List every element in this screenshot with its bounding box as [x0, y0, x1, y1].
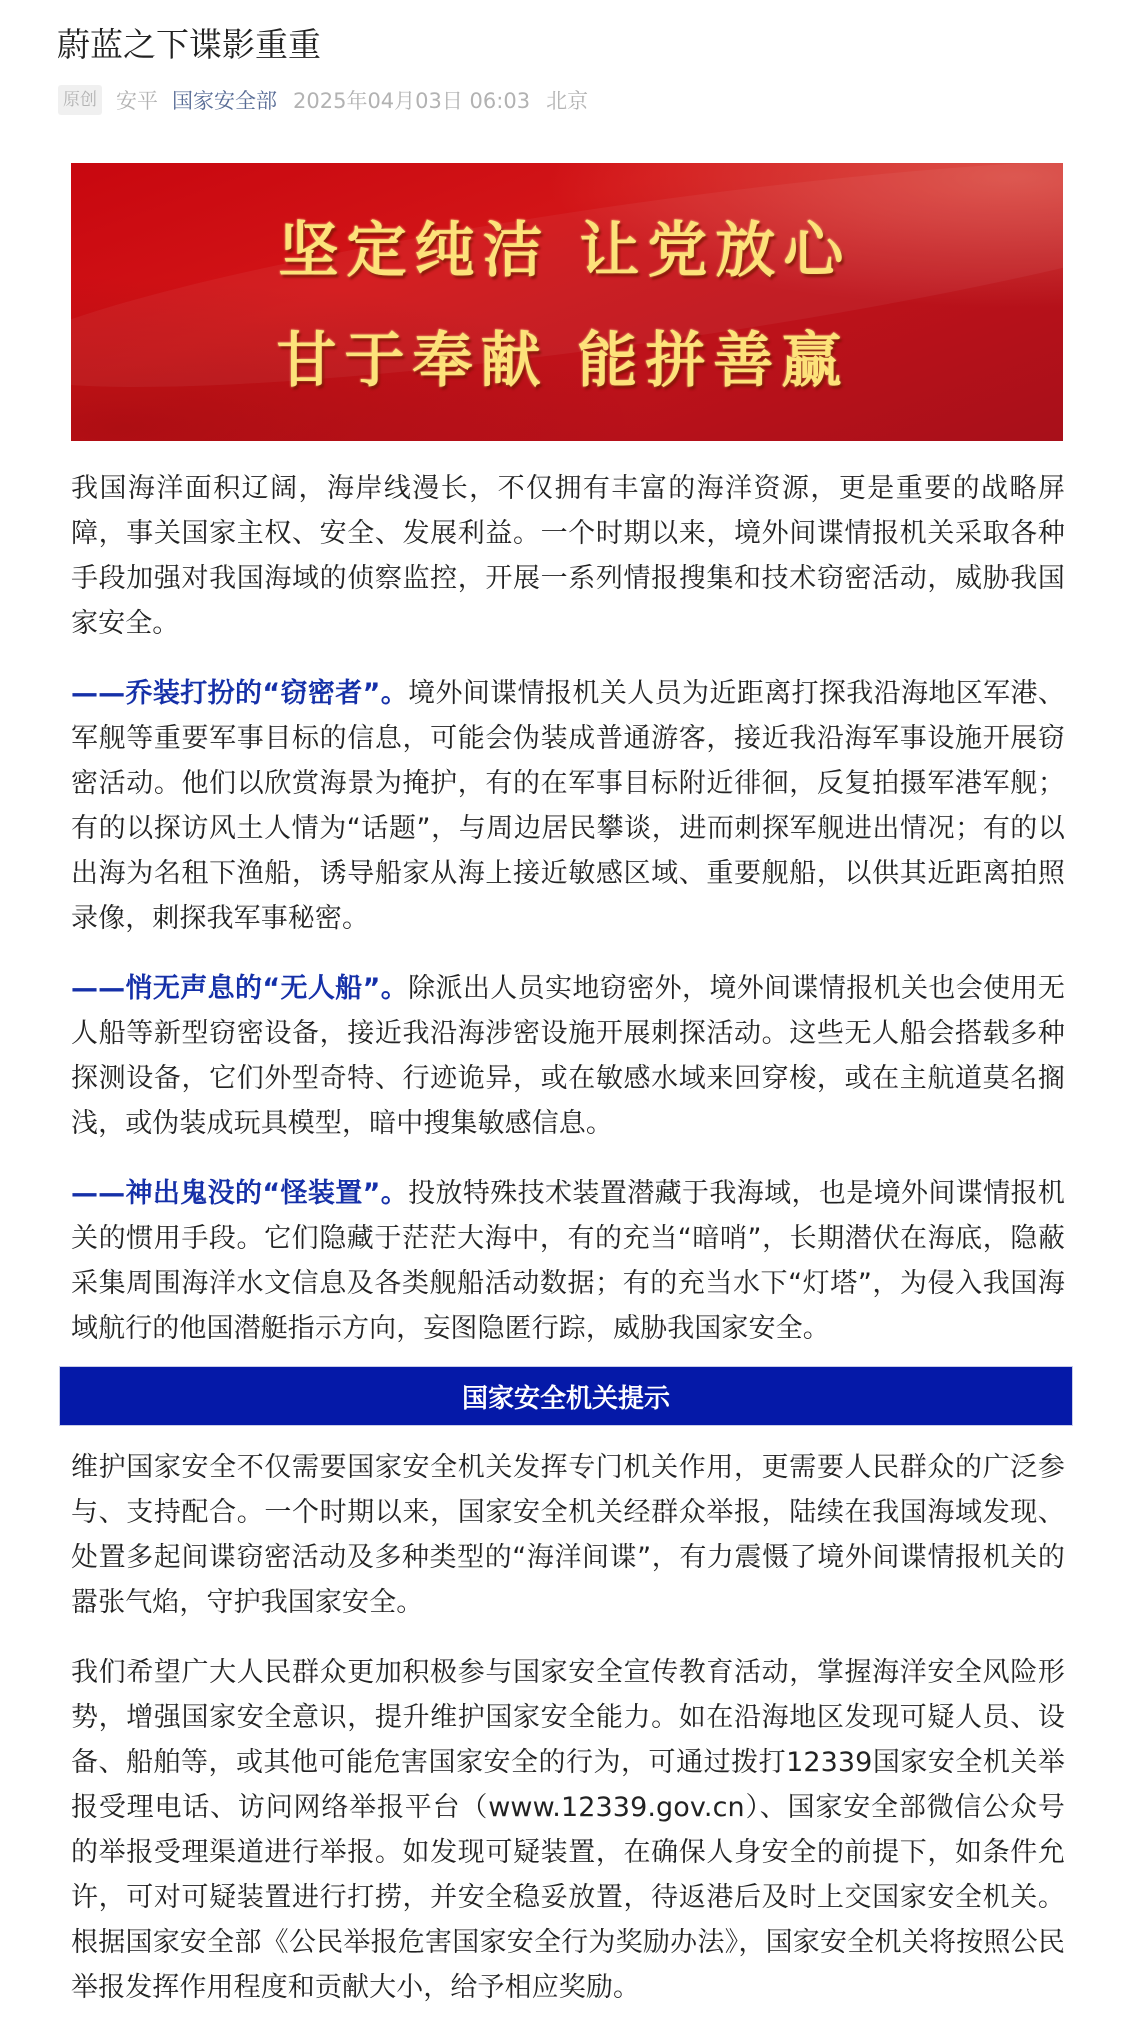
paragraph-unmanned-boats — [71, 966, 1065, 1146]
notice-paragraph — [71, 1650, 1065, 2010]
notice-heading: 国家安全机关提示 — [461, 1383, 670, 1414]
publish-location: 北京 — [546, 89, 589, 113]
paragraph-lead: ——神出鬼没的“怪装置”。 — [71, 1178, 409, 1209]
paragraph-text: 投放特殊技术装置潜藏于我海域，也是境外间谍情报机关的惯用手段。它们隐藏于茫茫大海中，有的充当“暗哨”，长期潜伏在海底，隐蔽采集周围海洋水文信息及各类舰船活动数据；有的充当水下“灯塔”，为侵入我国海域航行的他国潜艇指示方向，妄图隐匿行踪，威胁我国家安全。 — [71, 1178, 1065, 1344]
notice-section-header — [59, 1366, 1073, 1426]
article-title: 蔚蓝之下谍影重重 — [57, 25, 321, 64]
banner-image — [71, 163, 1063, 441]
paragraph-strange-devices — [71, 1171, 1065, 1351]
paragraph-text: 我国海洋面积辽阔，海岸线漫长，不仅拥有丰富的海洋资源，更是重要的战略屏障，事关国家主权、安全、发展利益。一个时期以来，境外间谍情报机关采取各种手段加强对我国海域的侦察监控，开展一系列情报搜集和技术窃密活动，威胁我国家安全。 — [71, 473, 1065, 639]
account-link[interactable]: 国家安全部 — [172, 89, 277, 113]
original-badge: 原创 — [58, 85, 102, 115]
paragraph-disguised-spies — [71, 671, 1065, 941]
paragraph-text: 我们希望广大人民群众更加积极参与国家安全宣传教育活动，掌握海洋安全风险形势，增强国家安全意识，提升维护国家安全能力。如在沿海地区发现可疑人员、设备、船舶等，或其他可能危害国家安全的行为，可通过拨打12339国家安全机关举报受理电话、访问网络举报平台（www.12339.gov.cn）、国家安全部微信公众号的举报受理渠道进行举报。如发现可疑装置，在确保人身安全的前提下，如条件允许，可对可疑装置进行打捞，并安全稳妥放置，待返港后及时上交国家安全机关。根据国家安全部《公民举报危害国家安全行为奖励办法》，国家安全机关将按照公民举报发挥作用程度和贡献大小，给予相应奖励。 — [71, 1657, 1065, 2003]
paragraph-text: 境外间谍情报机关人员为近距离打探我沿海地区军港、军舰等重要军事目标的信息，可能会伪装成普通游客，接近我沿海军事设施开展窃密活动。他们以欣赏海景为掩护，有的在军事目标附近徘徊，反复拍摄军港军舰；有的以探访风土人情为“话题”，与周边居民攀谈，进而刺探军舰进出情况；有的以出海为名租下渔船，诱导船家从海上接近敏感区域、重要舰船，以供其近距离拍照录像，刺探我军事秘密。 — [71, 678, 1065, 934]
publish-date: 2025年04月03日 06:03 — [293, 89, 531, 113]
banner-slogan-line-1: 坚定纯洁 让党放心 — [278, 216, 852, 286]
paragraph-intro — [71, 466, 1065, 646]
notice-body — [71, 1445, 1065, 2010]
paragraph-lead: ——乔装打扮的“窃密者”。 — [71, 678, 409, 709]
paragraph-text: 除派出人员实地窃密外，境外间谍情报机关也会使用无人船等新型窃密设备，接近我沿海涉密设施开展刺探活动。这些无人船会搭载多种探测设备，它们外型奇特、行迹诡异，或在敏感水域来回穿梭，或在主航道莫名搁浅，或伪装成玩具模型，暗中搜集敏感信息。 — [71, 973, 1065, 1139]
paragraph-text: 维护国家安全不仅需要国家安全机关发挥专门机关作用，更需要人民群众的广泛参与、支持配合。一个时期以来，国家安全机关经群众举报，陆续在我国海域发现、处置多起间谍窃密活动及多种类型的“海洋间谍”，有力震慑了境外间谍情报机关的嚣张气焰，守护我国家安全。 — [71, 1452, 1065, 1618]
article-body — [71, 466, 1065, 1351]
notice-paragraph — [71, 1445, 1065, 1625]
banner-slogan-line-2: 甘于奉献 能拼善赢 — [276, 326, 850, 396]
author-name: 安平 — [116, 89, 158, 113]
paragraph-lead: ——悄无声息的“无人船”。 — [71, 973, 409, 1004]
article-meta — [58, 84, 588, 116]
